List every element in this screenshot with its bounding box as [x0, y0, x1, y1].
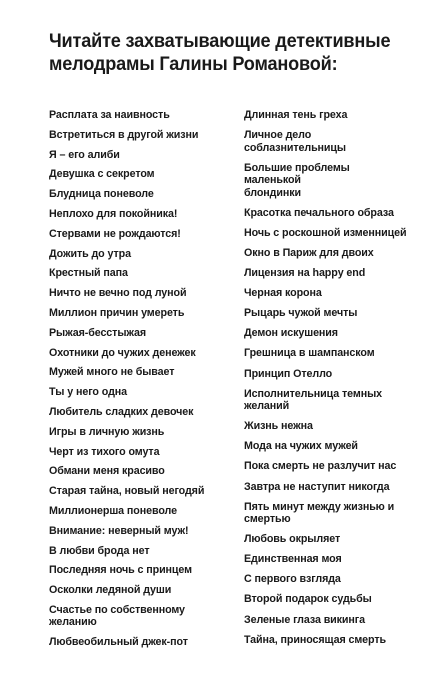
book-title-item: Принцип Отелло — [244, 367, 333, 380]
book-title-item: Зеленые глаза викинга — [244, 613, 366, 626]
book-title-item: Ничто не вечно под луной — [49, 287, 187, 300]
book-title-item: Личное дело соблазнительницы — [244, 129, 346, 154]
book-title-item: Единственная моя — [244, 553, 342, 566]
book-title-item: Счастье по собственному желанию — [49, 603, 185, 629]
book-title-item: Миллионерша поневоле — [49, 504, 177, 517]
book-title-item: Миллион причин умереть — [49, 306, 185, 319]
book-title-item: Крестный папа — [49, 267, 128, 280]
book-title-item: Старая тайна, новый негодяй — [49, 485, 205, 498]
book-title-item: Дожить до утра — [49, 247, 131, 260]
book-title-item: Любовь окрыляет — [244, 533, 341, 546]
book-title-item: Большие проблемы маленькой блондинки — [244, 161, 350, 199]
right-title-list — [244, 109, 419, 654]
book-title-item: Я – его алиби — [49, 148, 120, 161]
book-title-item: Девушка с секретом — [49, 168, 155, 181]
book-title-item: С первого взгляда — [244, 573, 341, 586]
heading-line-2: мелодрамы Галины Романовой: — [49, 53, 338, 75]
book-title-item: Ночь с роскошной изменницей — [244, 226, 407, 239]
book-title-item: В любви брода нет — [49, 544, 150, 557]
book-title-item: Стервами не рождаются! — [49, 227, 181, 240]
heading-line-1: Читайте захватывающие детективные — [49, 30, 391, 52]
book-title-item: Длинная тень греха — [244, 109, 348, 121]
book-title-item: Рыцарь чужой мечты — [244, 307, 358, 320]
book-title-item: Мужей много не бывает — [49, 366, 175, 379]
book-title-item: Лицензия на happy end — [244, 267, 366, 280]
book-title-item: Окно в Париж для двоих — [244, 246, 374, 259]
book-title-item: Демон искушения — [244, 327, 338, 340]
book-title-item: Грешница в шампанском — [244, 347, 375, 360]
book-title-item: Рыжая-бесстыжая — [49, 326, 147, 339]
book-title-item: Расплата за наивность — [49, 109, 170, 121]
book-title-item: Обмани меня красиво — [49, 465, 165, 478]
book-title-item: Пока смерть не разлучит нас — [244, 460, 397, 473]
book-title-item: Пять минут между жизнью и смертью — [244, 500, 395, 526]
page-heading — [49, 30, 391, 76]
left-title-list — [49, 109, 234, 656]
book-title-item: Охотники до чужих денежек — [49, 346, 196, 359]
book-title-item: Завтра не наступит никогда — [244, 480, 390, 493]
book-title-item: Второй подарок судьбы — [244, 593, 372, 606]
book-title-item: Последняя ночь с принцем — [49, 564, 192, 577]
book-title-item: Встретиться в другой жизни — [49, 128, 199, 141]
book-title-item: Мода на чужих мужей — [244, 440, 358, 453]
book-title-item: Ты у него одна — [49, 386, 128, 399]
book-title-item: Любитель сладких девочек — [49, 405, 194, 418]
book-title-item: Любвеобильный джек-пот — [49, 636, 188, 649]
book-title-item: Внимание: неверный муж! — [49, 524, 189, 537]
book-title-item: Черная корона — [244, 287, 322, 300]
book-title-item: Блудница поневоле — [49, 188, 154, 201]
book-title-item: Осколки ледяной души — [49, 584, 172, 597]
book-title-item: Исполнительница темных желаний — [244, 387, 383, 413]
book-title-item: Игры в личную жизнь — [49, 425, 165, 438]
book-title-item: Тайна, приносящая смерть — [244, 633, 386, 646]
book-title-item: Жизнь нежна — [244, 420, 313, 433]
book-title-item: Красотка печального образа — [244, 206, 394, 219]
book-title-item: Неплохо для покойника! — [49, 207, 178, 220]
book-title-item: Черт из тихого омута — [49, 445, 160, 458]
